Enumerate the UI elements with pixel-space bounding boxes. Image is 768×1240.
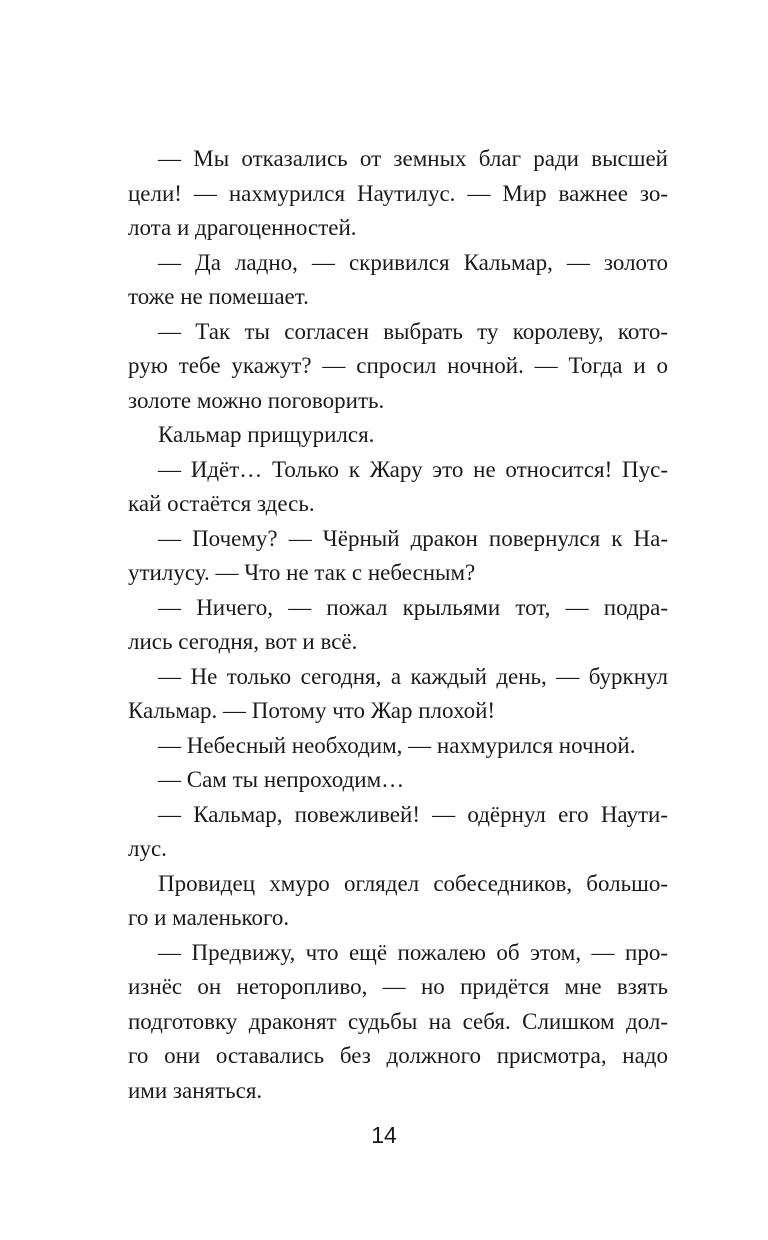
text-line: подготовку драконят судьбы на себя. Слишком дол-: [128, 1008, 668, 1034]
text-line: изнёс он неторопливо, — но придётся мне взять: [128, 974, 668, 999]
text-line: цели! — нахмурился Наутилус. — Мир важнее зо-: [128, 180, 668, 206]
text-line: — Да ладно, — скривился Кальмар, — золото: [158, 249, 668, 275]
text-line: Кальмар. — Потому что Жар плохой!: [128, 698, 496, 723]
text-line: — Кальмар, повежливей! — одёрнул его Наути-: [158, 801, 668, 827]
text-line: ими заняться.: [128, 1077, 263, 1103]
text-line: — Мы отказались от земных благ ради высшей: [158, 146, 668, 171]
text-line: — Так ты согласен выбрать ту королеву, кото-: [158, 318, 668, 344]
text-line: Кальмар прищурился.: [158, 422, 375, 447]
text-line: — Небесный необходим, — нахмурился ночной.: [158, 732, 636, 758]
page-number: 14: [371, 1122, 397, 1148]
text-line: золоте можно поговорить.: [128, 387, 385, 413]
text-line: — Ничего, — пожал крыльями тот, — подра-: [158, 594, 668, 620]
text-line: — Сам ты непроходим…: [158, 767, 405, 792]
text-line: кай остаётся здесь.: [128, 491, 315, 516]
body-text: [128, 142, 668, 1108]
text-line: рую тебе укажут? — спросил ночной. — Тогда и о: [128, 353, 668, 378]
text-line: тоже не помешает.: [128, 284, 309, 309]
text-line: — Почему? — Чёрный дракон повернулся к На-: [158, 525, 668, 551]
text-line: го и маленького.: [128, 905, 290, 930]
text-line: — Не только сегодня, а каждый день, — буркнул: [158, 663, 668, 689]
text-line: лус.: [128, 836, 167, 861]
text-line: лота и драгоценностей.: [128, 215, 357, 240]
text-line: лись сегодня, вот и всё.: [128, 629, 358, 654]
text-line: Провидец хмуро оглядел собеседников, большо-: [158, 870, 668, 896]
text-line: — Идёт… Только к Жару это не относится! Пус-: [158, 456, 668, 482]
text-line: — Предвижу, что ещё пожалею об этом, — про-: [158, 939, 668, 965]
text-line: го они оставались без должного присмотра, надо: [128, 1043, 668, 1068]
text-line: утилусу. — Что не так с небесным?: [128, 560, 476, 585]
